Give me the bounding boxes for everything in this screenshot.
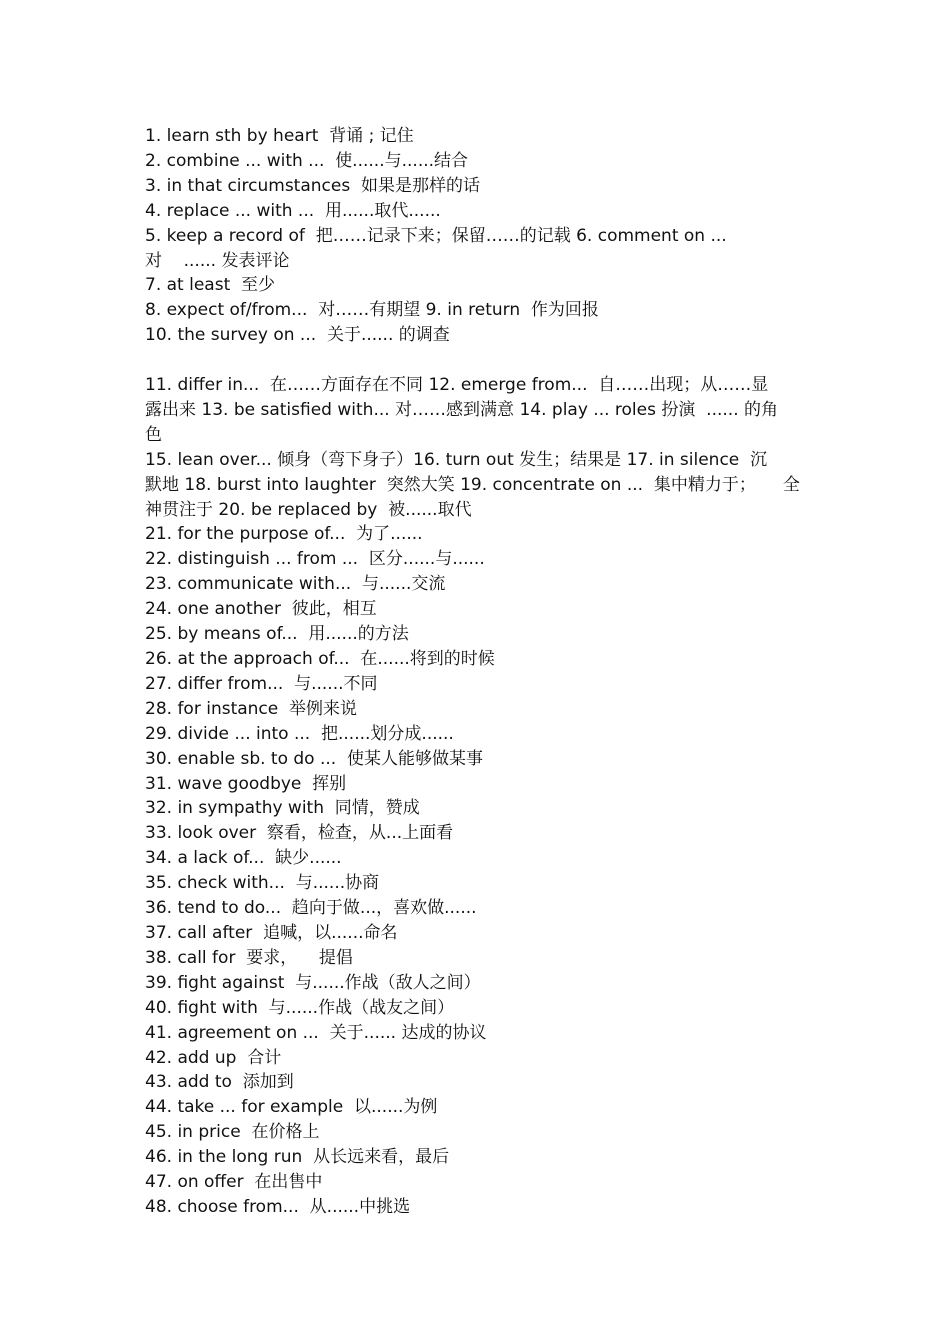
- text-line: 对 ...... 发表评论: [145, 250, 290, 271]
- text-line: 37. call after 追喊，以......命名: [145, 922, 398, 943]
- text-line: 46. in the long run 从长远来看，最后: [145, 1147, 450, 1168]
- text-line: 44. take ... for example 以......为例: [145, 1097, 438, 1118]
- text-line: 40. fight with 与......作战（战友之间）: [145, 997, 455, 1018]
- phrase-list-block-1: [145, 124, 810, 348]
- text-line: 36. tend to do... 趋向于做...，喜欢做......: [145, 898, 477, 919]
- text-line: 1. learn sth by heart 背诵 ; 记住: [145, 126, 414, 146]
- text-line: 3. in that circumstances 如果是那样的话: [145, 175, 481, 196]
- text-line: 39. fight against 与......作战（敌人之间）: [145, 972, 481, 993]
- text-line: 露出来 13. be satisfied with... 对……感到满意 14. play ... roles 扮演 ...... 的角: [145, 399, 779, 420]
- text-line: 神贯注于 20. be replaced by 被......取代: [145, 499, 472, 520]
- text-line: 25. by means of... 用......的方法: [145, 624, 409, 645]
- text-line: 33. look over 察看，检查，从...上面看: [145, 823, 454, 844]
- text-line: 47. on offer 在出售中: [145, 1172, 323, 1193]
- text-line: 32. in sympathy with 同情，赞成: [145, 798, 420, 819]
- text-line: 43. add to 添加到: [145, 1072, 294, 1093]
- text-line: 7. at least 至少: [145, 275, 276, 296]
- text-line: 42. add up 合计: [145, 1047, 282, 1068]
- text-line: 34. a lack of... 缺少......: [145, 848, 342, 869]
- text-line: 31. wave goodbye 挥别: [145, 773, 347, 794]
- text-line: 色: [145, 424, 162, 445]
- text-line: 22. distinguish ... from ... 区分......与......: [145, 549, 485, 570]
- text-line: 26. at the approach of... 在......将到的时候: [145, 649, 495, 670]
- text-line: 5. keep a record of 把……记录下来；保留……的记载 6. comment on ...: [145, 225, 727, 246]
- text-line: 29. divide ... into ... 把......划分成......: [145, 723, 454, 744]
- text-line: 38. call for 要求， 提倡: [145, 947, 353, 968]
- text-line: 45. in price 在价格上: [145, 1122, 320, 1143]
- paragraph-gap: [145, 348, 810, 373]
- text-line: 8. expect of/from... 对……有期望 9. in return 作为回报: [145, 300, 599, 321]
- text-line: 21. for the purpose of... 为了......: [145, 524, 423, 545]
- text-line: 27. differ from... 与......不同: [145, 673, 378, 694]
- text-line: 24. one another 彼此，相互: [145, 599, 377, 620]
- text-line: 默地 18. burst into laughter 突然大笑 19. concentrate on ... 集中精力于； 全: [145, 474, 800, 495]
- text-line: 15. lean over... 倾身（弯下身子）16. turn out 发生；结果是 17. in silence 沉: [145, 449, 768, 470]
- text-line: 28. for instance 举例来说: [145, 698, 358, 719]
- text-line: 2. combine ... with ... 使......与......结合: [145, 150, 469, 171]
- text-line: 11. differ in... 在……方面存在不同 12. emerge from... 自……出现；从……显: [145, 375, 769, 396]
- text-line: 23. communicate with... 与......交流: [145, 574, 446, 595]
- text-line: 30. enable sb. to do ... 使某人能够做某事: [145, 748, 484, 769]
- text-line: 35. check with... 与......协商: [145, 873, 380, 894]
- phrase-list-block-2: [145, 373, 810, 1220]
- text-line: 41. agreement on ... 关于...... 达成的协议: [145, 1022, 487, 1043]
- text-line: 4. replace ... with ... 用......取代......: [145, 200, 441, 221]
- text-line: 48. choose from... 从......中挑选: [145, 1196, 411, 1217]
- text-line: 10. the survey on ... 关于...... 的调查: [145, 325, 450, 346]
- document-page: [145, 124, 810, 1220]
